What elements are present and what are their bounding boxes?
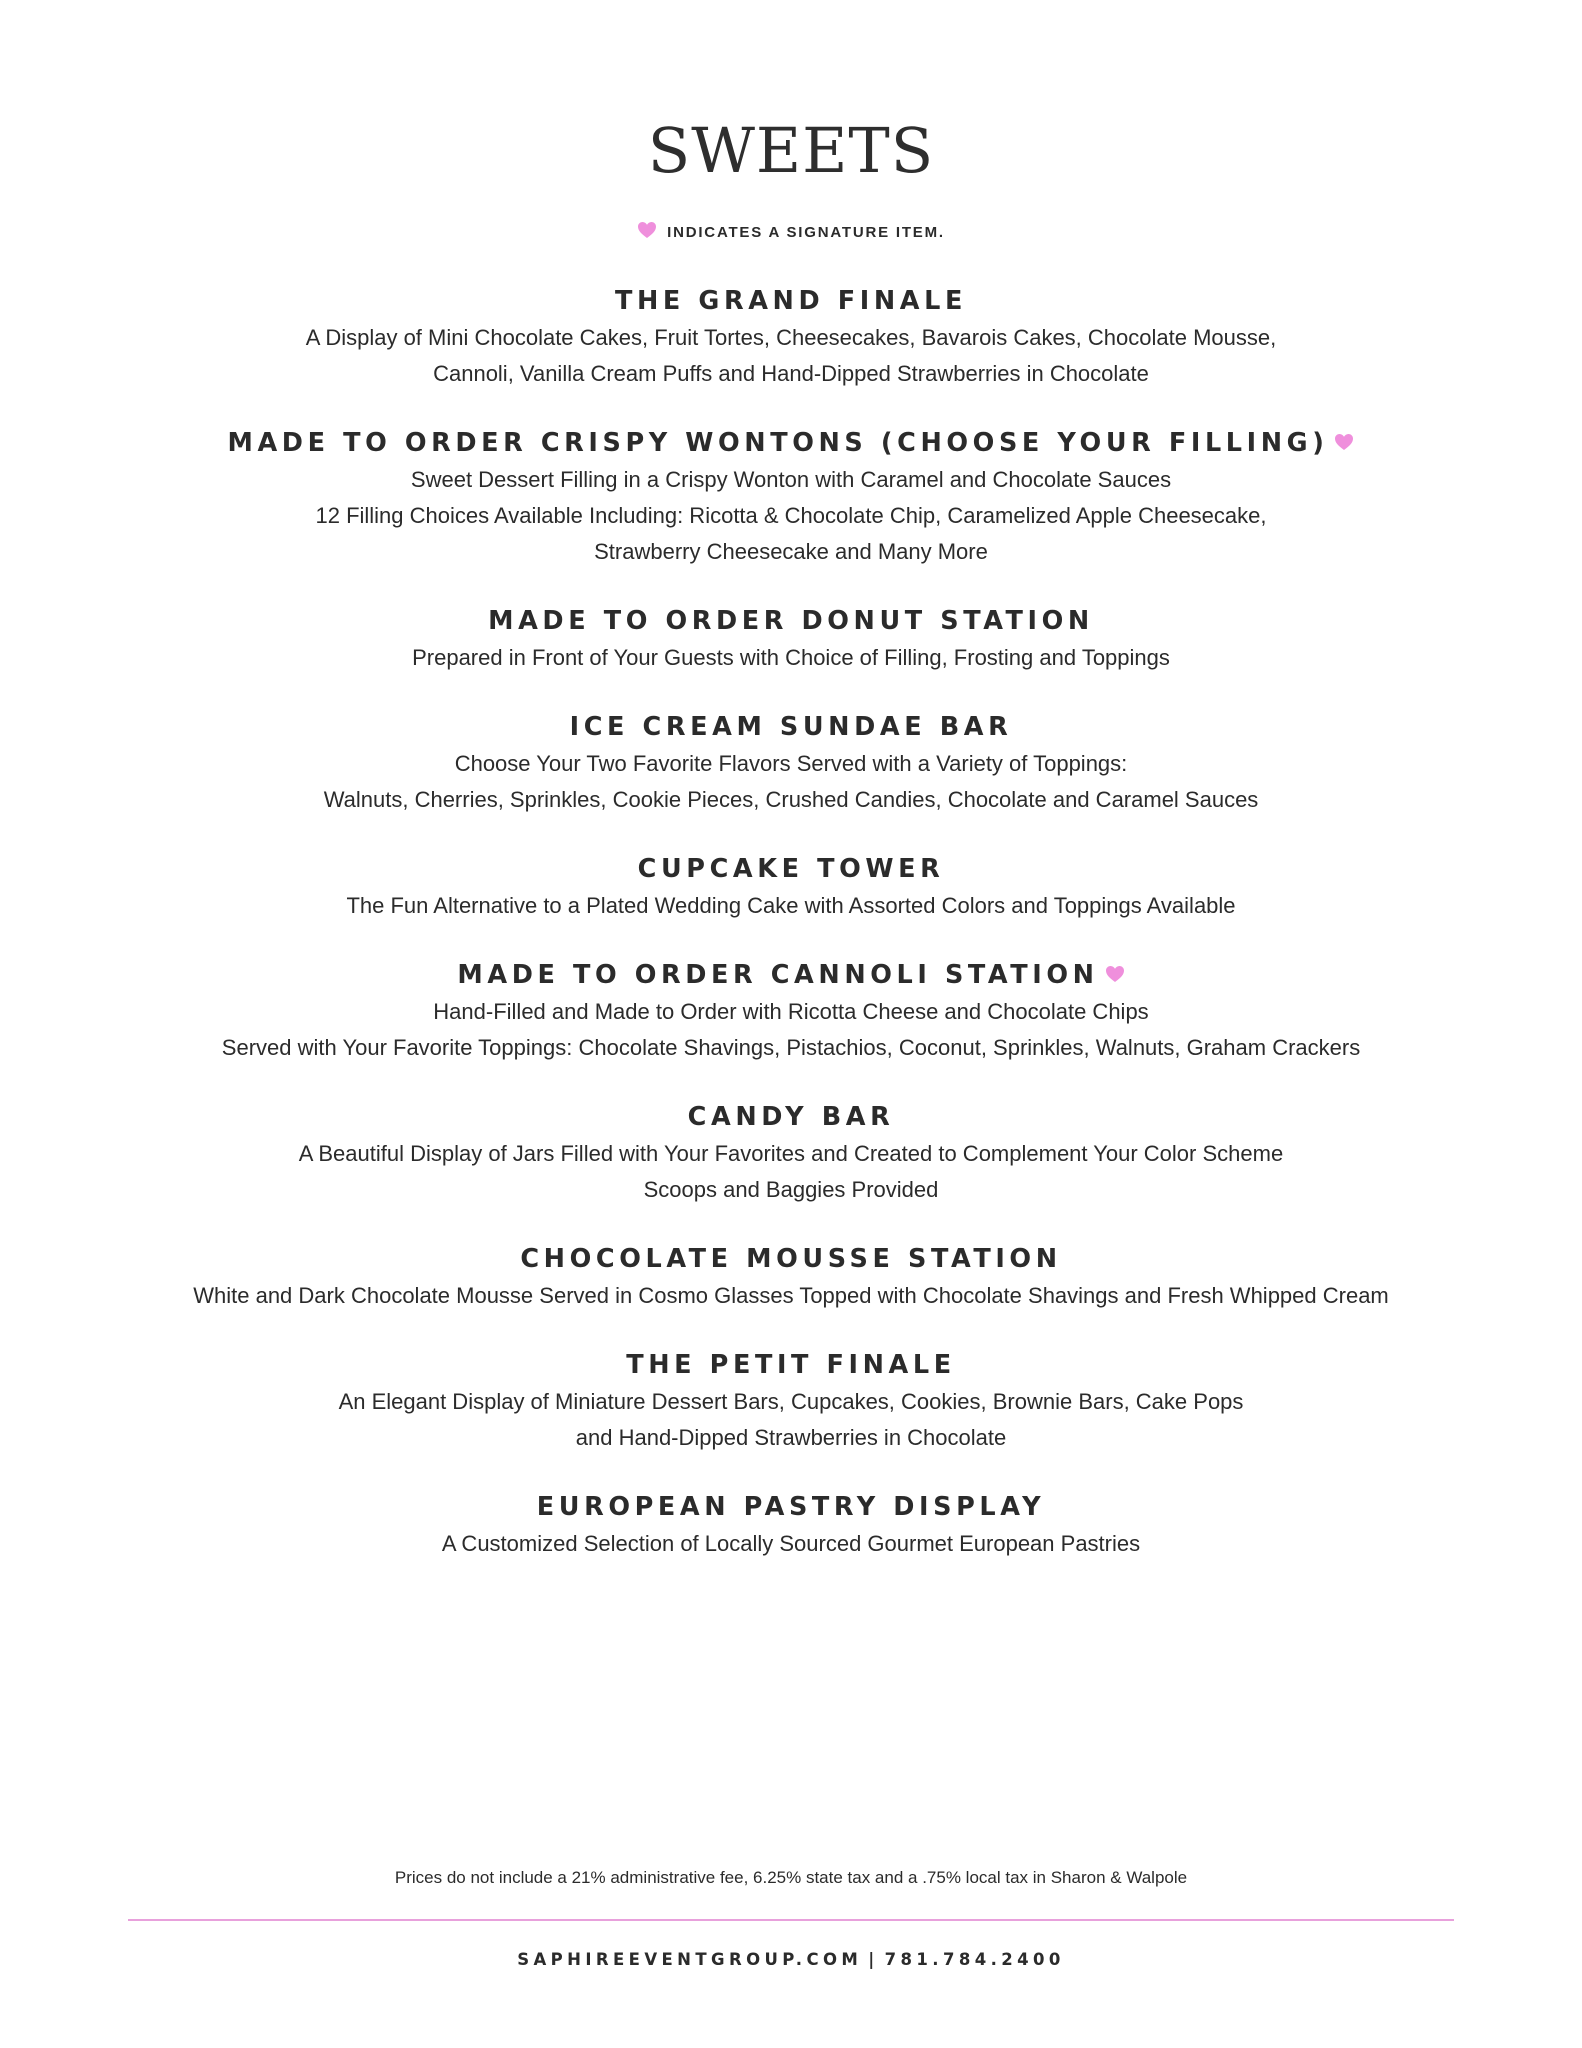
menu-list [0,282,1582,1594]
menu-item [0,1488,1582,1562]
menu-item-title [0,708,1582,746]
menu-item-title-text: MADE TO ORDER DONUT STATION [488,606,1094,636]
menu-item-description: Sweet Dessert Filling in a Crispy Wonton with Caramel and Chocolate Sauces [410,467,1172,492]
menu-item-description: Hand-Filled and Made to Order with Ricotta Cheese and Chocolate Chips [433,999,1149,1024]
menu-item-title-text: THE GRAND FINALE [615,286,967,316]
menu-item-description: A Display of Mini Chocolate Cakes, Fruit Tortes, Cheesecakes, Bavarois Cakes, Chocolate Mousse, [305,325,1277,350]
menu-item-description: A Customized Selection of Locally Sourced Gourmet European Pastries [441,1531,1141,1556]
menu-item-title-text: CANDY BAR [687,1102,895,1132]
footer-contact [0,1950,1582,1969]
menu-item-title [0,956,1582,994]
menu-item-description: Served with Your Favorite Toppings: Chocolate Shavings, Pistachios, Coconut, Sprinkles, Walnuts, Graham Crackers [221,1035,1361,1060]
menu-item [0,602,1582,676]
menu-item-description: and Hand-Dipped Strawberries in Chocolate [575,1425,1007,1450]
phone-number[interactable]: 781.784.2400 [884,1950,1065,1969]
menu-item-title-text: CHOCOLATE MOUSSE STATION [520,1244,1062,1274]
menu-item [0,708,1582,818]
menu-item-description: Walnuts, Cherries, Sprinkles, Cookie Pieces, Crushed Candies, Chocolate and Caramel Sauces [323,787,1259,812]
menu-item-description: Strawberry Cheesecake and Many More [594,539,988,564]
menu-item [0,1346,1582,1456]
menu-item-description: An Elegant Display of Miniature Dessert Bars, Cupcakes, Cookies, Brownie Bars, Cake Pops [338,1389,1244,1414]
menu-item [0,850,1582,924]
heart-icon [637,221,657,239]
menu-item-title-text: MADE TO ORDER CANNOLI STATION [457,960,1099,990]
menu-item [0,424,1582,570]
website-link[interactable]: SAPHIREEVENTGROUP.COM [517,1950,863,1969]
menu-item-title [0,1346,1582,1384]
menu-item-title-text: ICE CREAM SUNDAE BAR [569,712,1013,742]
menu-item-title [0,1240,1582,1278]
menu-item-title-text: CUPCAKE TOWER [637,854,945,884]
heart-icon [1105,965,1125,983]
menu-item-title [0,424,1582,462]
menu-item-title [0,1488,1582,1526]
menu-item-title [0,1098,1582,1136]
menu-item-description: The Fun Alternative to a Plated Wedding Cake with Assorted Colors and Toppings Available [346,893,1236,918]
footer-separator: | [868,1950,879,1969]
menu-item-title [0,850,1582,888]
menu-item [0,282,1582,392]
menu-item-title-text: EUROPEAN PASTRY DISPLAY [536,1492,1046,1522]
menu-item-description: Prepared in Front of Your Guests with Choice of Filling, Frosting and Toppings [412,645,1170,670]
menu-item-description: White and Dark Chocolate Mousse Served in Cosmo Glasses Topped with Chocolate Shavings and Fresh Whipped Cream [193,1283,1389,1308]
legend-text: INDICATES A SIGNATURE ITEM. [667,224,945,241]
menu-item-title-text: THE PETIT FINALE [626,1350,956,1380]
pricing-footnote: Prices do not include a 21% administrative fee, 6.25% state tax and a .75% local tax in Sharon & Walpole [394,1868,1188,1887]
menu-item-description: Cannoli, Vanilla Cream Puffs and Hand-Dipped Strawberries in Chocolate [433,361,1149,386]
menu-item-title [0,602,1582,640]
menu-item [0,956,1582,1066]
signature-legend [0,224,1582,241]
menu-item [0,1098,1582,1208]
menu-item [0,1240,1582,1314]
menu-item-title-text: MADE TO ORDER CRISPY WONTONS (CHOOSE YOUR FILLING) [227,428,1329,458]
menu-item-description: Scoops and Baggies Provided [643,1177,939,1202]
heart-icon [1334,433,1354,451]
page-title: SWEETS [647,114,935,187]
menu-item-title [0,282,1582,320]
menu-item-description: Choose Your Two Favorite Flavors Served with a Variety of Toppings: [454,751,1128,776]
menu-item-description: A Beautiful Display of Jars Filled with Your Favorites and Created to Complement Your Color Scheme [298,1141,1284,1166]
footer-divider [128,1919,1454,1921]
menu-item-description: 12 Filling Choices Available Including: Ricotta & Chocolate Chip, Caramelized Apple Cheesecake, [315,503,1267,528]
